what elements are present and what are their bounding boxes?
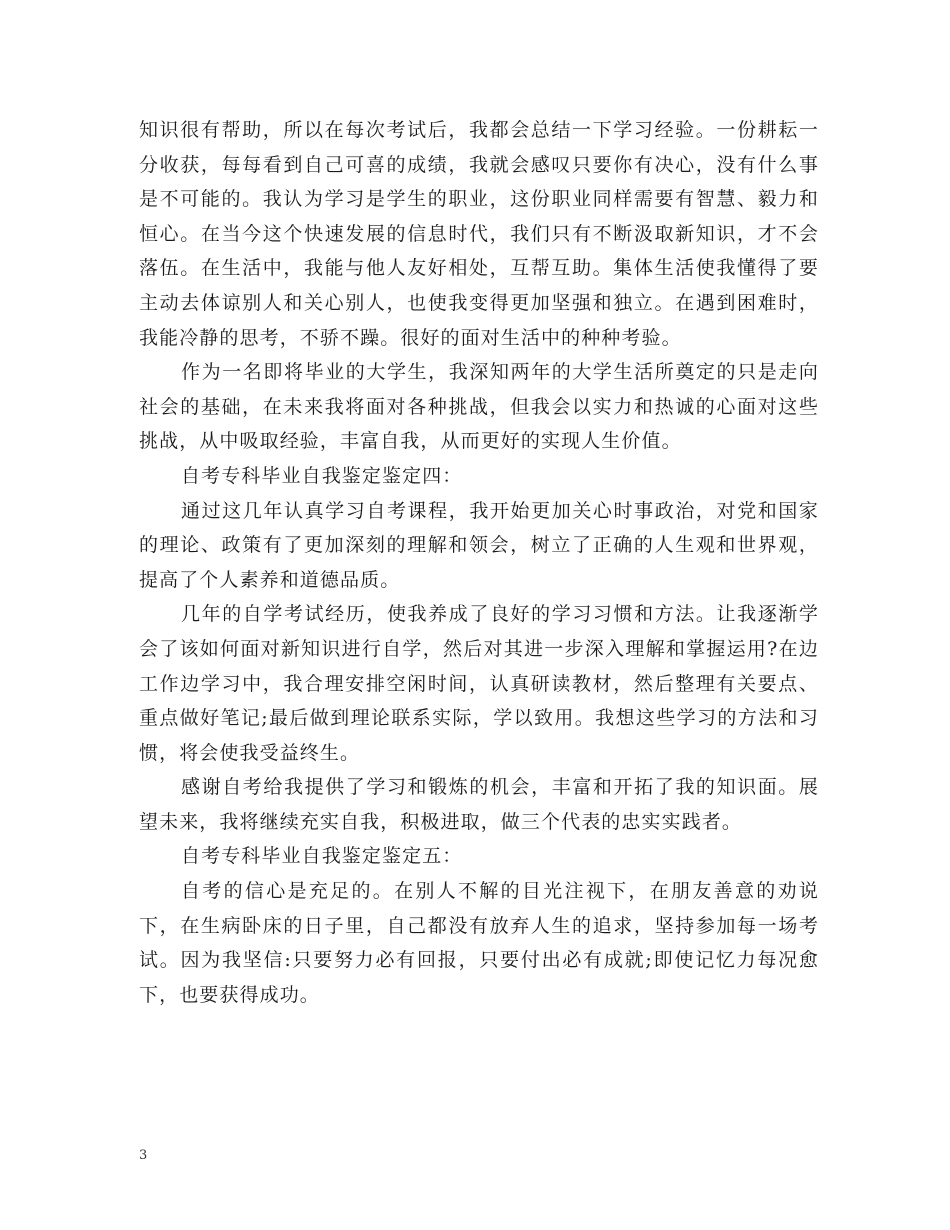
paragraph-6: 自考的信心是充足的。在别人不解的目光注视下，在朋友善意的劝说下，在生病卧床的日子里，自己都没有放弃人生的追求，坚持参加每一场考试。因为我坚信:只要努力必有回报，只要付出必有成就;即使记忆力每况愈下，也要获得成功。 — [139, 880, 819, 1006]
section-heading-4: 自考专科毕业自我鉴定鉴定四： — [181, 464, 463, 487]
page-number: 3 — [139, 1148, 148, 1163]
section-heading-5: 自考专科毕业自我鉴定鉴定五： — [181, 845, 463, 868]
paragraph-3: 通过这几年认真学习自考课程，我开始更加关心时事政治，对党和国家的理论、政策有了更加深刻的理解和领会，树立了正确的人生观和世界观，提高了个人素养和道德品质。 — [139, 499, 819, 591]
paragraph-5: 感谢自考给我提供了学习和锻炼的机会，丰富和开拓了我的知识面。展望未来，我将继续充实自我，积极进取，做三个代表的忠实实践者。 — [139, 776, 819, 833]
paragraph-4: 几年的自学考试经历，使我养成了良好的学习习惯和方法。让我逐渐学会了该如何面对新知识进行自学，然后对其进一步深入理解和掌握运用?在边工作边学习中，我合理安排空闲时间，认真研读教材，然后整理有关要点、重点做好笔记;最后做到理论联系实际，学以致用。我想这些学习的方法和习惯，将会使我受益终生。 — [139, 603, 819, 764]
paragraph-1: 知识很有帮助，所以在每次考试后，我都会总结一下学习经验。一份耕耘一分收获，每每看到自己可喜的成绩，我就会感叹只要你有决心，没有什么事是不可能的。我认为学习是学生的职业，这份职业同样需要有智慧、毅力和恒心。在当今这个快速发展的信息时代，我们只有不断汲取新知识，才不会落伍。在生活中，我能与他人友好相处，互帮互助。集体生活使我懂得了要主动去体谅别人和关心别人，也使我变得更加坚强和独立。在遇到困难时，我能冷静的思考，不骄不躁。很好的面对生活中的种种考验。 — [139, 119, 819, 349]
document-body — [139, 113, 819, 1012]
paragraph-2: 作为一名即将毕业的大学生，我深知两年的大学生活所奠定的只是走向社会的基础，在未来我将面对各种挑战，但我会以实力和热诚的心面对这些挑战，从中吸取经验，丰富自我，从而更好的实现人生价值。 — [139, 361, 819, 453]
